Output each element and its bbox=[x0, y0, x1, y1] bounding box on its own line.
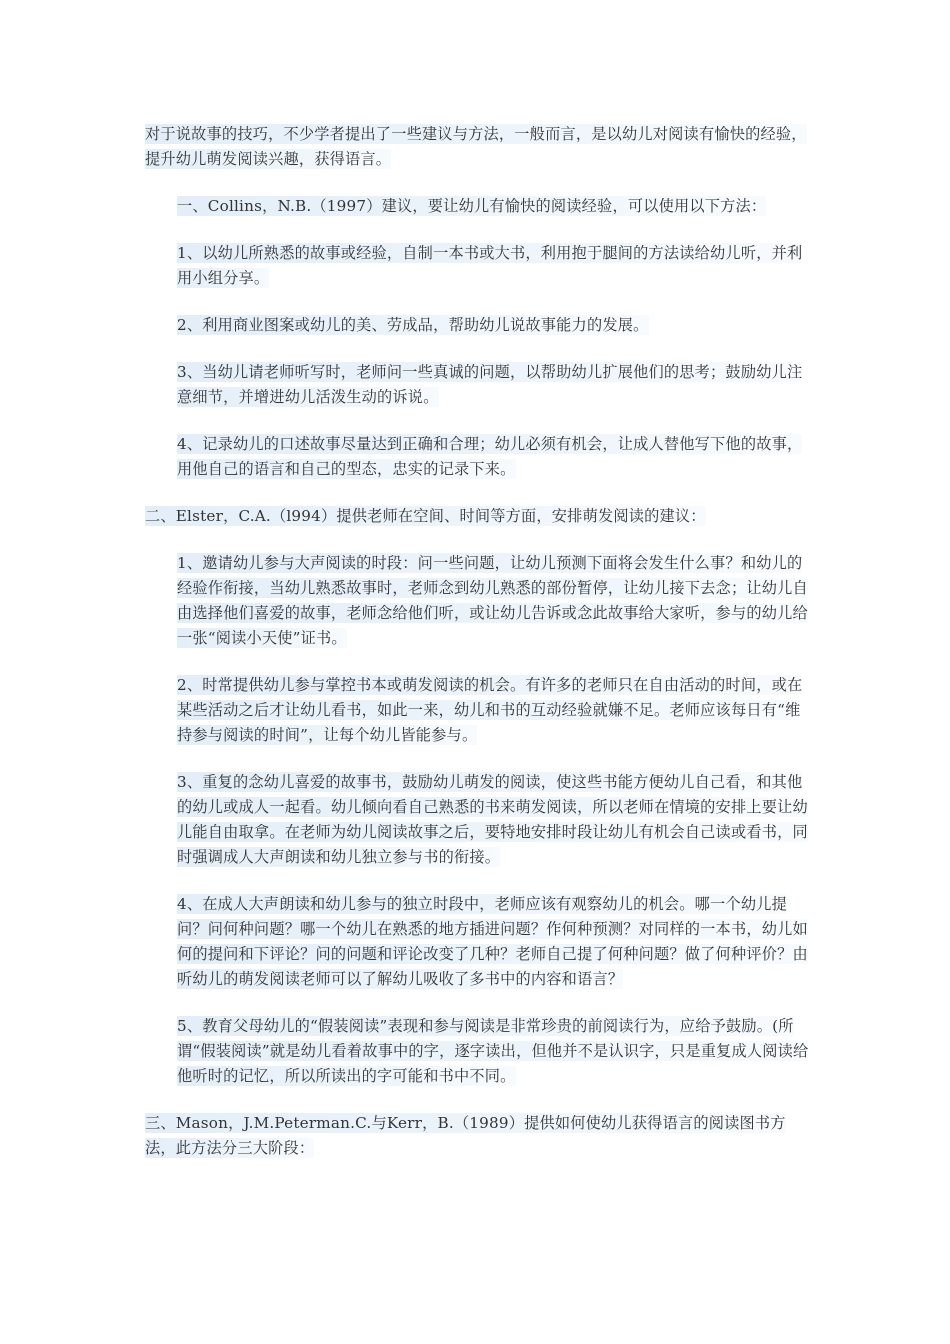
section-2-item-3: 3、重复的念幼儿喜爱的故事书，鼓励幼儿萌发的阅读，使这些书能方便幼儿自己看，和其他的幼儿或成人一起看。幼儿倾向看自己熟悉的书来萌发阅读，所以老师在情境的安排上要让幼儿能自由取拿。在老师为幼儿阅读故事之后，要特地安排时段让幼儿有机会自己读或看书，同时强调成人大声朗读和幼儿独立参与书的衔接。 bbox=[177, 773, 808, 866]
section-1-item-3: 3、当幼儿请老师听写时，老师问一些真诚的问题，以帮助幼儿扩展他们的思考；鼓励幼儿注意细节，并增进幼儿活泼生动的诉说。 bbox=[177, 363, 803, 406]
section-1-item-1: 1、以幼儿所熟悉的故事或经验，自制一本书或大书，利用抱于腿间的方法读给幼儿听，并利用小组分享。 bbox=[177, 244, 803, 287]
section-1-heading: 一、Collins，N.B.（1997）建议，要让幼儿有愉快的阅读经验，可以使用以下方法： bbox=[177, 197, 767, 215]
intro-paragraph: 对于说故事的技巧，不少学者提出了一些建议与方法，一般而言，是以幼儿对阅读有愉快的经验，提升幼儿萌发阅读兴趣，获得语言。 bbox=[145, 125, 807, 168]
section-1-item-2: 2、利用商业图案或幼儿的美、劳成品，帮助幼儿说故事能力的发展。 bbox=[177, 316, 649, 334]
section-2-item-4: 4、在成人大声朗读和幼儿参与的独立时段中，老师应该有观察幼儿的机会。哪一个幼儿提问？问何种问题？哪一个幼儿在熟悉的地方插进问题？作何种预测？对同样的一本书，幼儿如何的提问和下评论？问的问题和评论改变了几种？老师自己提了何种问题？做了何种评价？由听幼儿的萌发阅读老师可以了解幼儿吸收了多书中的内容和语言？ bbox=[177, 895, 808, 988]
section-2-item-1: 1、邀请幼儿参与大声阅读的时段：问一些问题，让幼儿预测下面将会发生什么事？和幼儿的经验作衔接，当幼儿熟悉故事时，老师念到幼儿熟悉的部份暂停，让幼儿接下去念；让幼儿自由选择他们喜爱的故事，老师念给他们听，或让幼儿告诉或念此故事给大家听，参与的幼儿给一张“阅读小天使”证书。 bbox=[177, 554, 808, 647]
document-body bbox=[145, 122, 810, 1183]
section-3-heading: 三、Mason，J.M.Peterman.C.与Kerr，B.（1989）提供如何使幼儿获得语言的阅读图书方法，此方法分三大阶段： bbox=[145, 1114, 786, 1157]
section-2-item-2: 2、时常提供幼儿参与掌控书本或萌发阅读的机会。有许多的老师只在自由活动的时间，或在某些活动之后才让幼儿看书，如此一来，幼儿和书的互动经验就嫌不足。老师应该每日有“维持参与阅读的时间”，让每个幼儿皆能参与。 bbox=[177, 676, 803, 744]
section-1-item-4: 4、记录幼儿的口述故事尽量达到正确和合理；幼儿必须有机会，让成人替他写下他的故事，用他自己的语言和自己的型态，忠实的记录下来。 bbox=[177, 435, 803, 478]
section-2-item-5: 5、教育父母幼儿的“假装阅读”表现和参与阅读是非常珍贵的前阅读行为，应给予鼓励。(所谓“假装阅读”就是幼儿看着故事中的字，逐字读出，但他并不是认识字，只是重复成人阅读给他听时的记忆，所以所读出的字可能和书中不同。 bbox=[177, 1017, 809, 1085]
section-2-heading: 二、Elster，C.A.（l994）提供老师在空间、时间等方面，安排萌发阅读的建议： bbox=[145, 507, 706, 525]
